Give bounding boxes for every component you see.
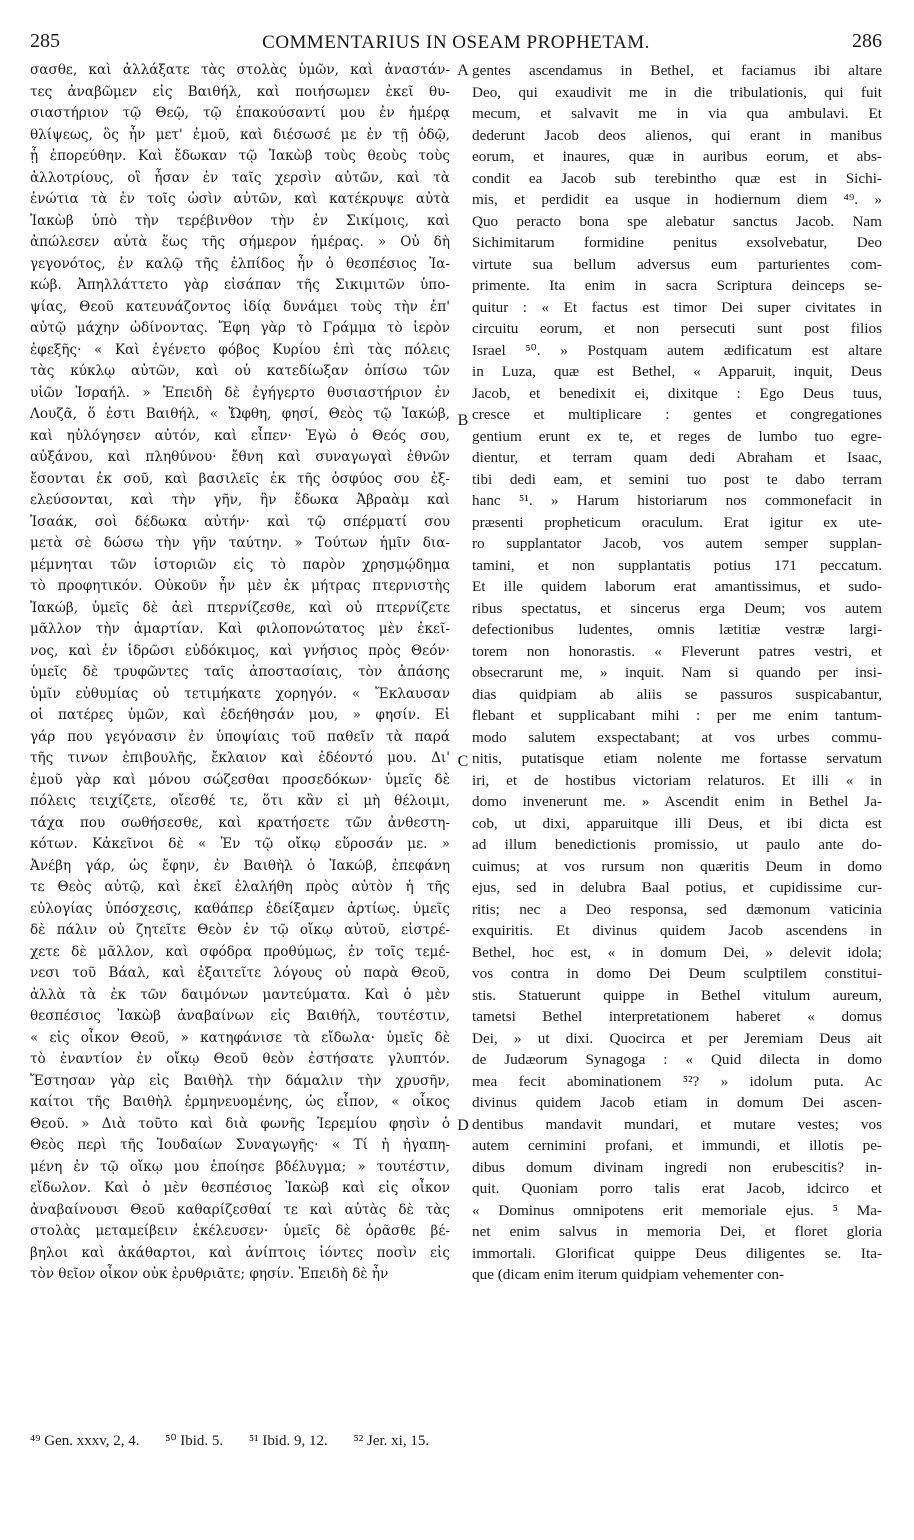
latin-text-line: cob, ut dixi, apparuitque illi Deus, et ibi dicta est [472, 814, 882, 832]
latin-text-line: gentium erunt ex te, et reges de lumbo tuo egre- [472, 427, 882, 445]
latin-text-line: dederunt Jacob deos alienos, qui erant in manibus [472, 126, 882, 144]
greek-text-line: ἀναβαίνουσι Θεοῦ καθαρίζεσθαί τε καὶ αὐτὰς δὲ τὰς [30, 1201, 450, 1218]
latin-text-line: tametsi Bethel interpretationem haberet « domus [472, 1008, 882, 1025]
latin-text-line: quitur : « Et factus est timor Dei super civitates in [472, 298, 882, 316]
latin-text-line: eorum, et inaures, quæ in auribus eorum, et abs- [472, 148, 882, 165]
latin-text-line: Bethel, hoc est, « in domum Dei, » delevit idola; [472, 943, 882, 961]
greek-text-line: καίτοι τῆς Βαιθὴλ ἑρμηνευομένης, ὡς εἶπον, « οἶκος [30, 1094, 450, 1110]
latin-text-line: modo salutem exspectabant; at vos urbes commu- [472, 728, 882, 746]
greek-text-line: νος, καὶ ἐν ἱδρῶσι εὐδόκιμος, καὶ γνήσιος πρὸς Θεόν· [30, 642, 450, 659]
greek-text-line: τὸ προφητικόν. Οὐκοῦν ἦν μὲν ἐκ μήτρας πτερνιστὴς [30, 578, 450, 594]
latin-text-line: de Judæorum Synagoga : « Quid dilecta in domo [472, 1051, 882, 1068]
latin-text-line: ribus spectatus, et sincerus erga Deum; vos autem [472, 599, 882, 617]
latin-text-line: dentibus mandavit mundari, et mutare vestes; vos [472, 1115, 882, 1133]
greek-text-line: μένη ἐν τῷ οἴκῳ μου ἐποίησε βδέλυγμα; » τουτέστιν, [30, 1158, 450, 1175]
latin-text-line: cresce et multiplicare : gentes et congregationes [472, 406, 882, 423]
greek-text-line: κότων. Κἀκεῖνοι δὲ « Ἐν τῷ οἴκῳ εὕροσάν με. » [30, 836, 450, 852]
greek-text-line: τὸ ἐναντίον ἐν οἴκῳ Θεοῦ θεὸν ἐστήσατε γλυπτόν. [30, 1051, 450, 1067]
greek-text-line: νεσι τοῦ Βάαλ, καὶ ἐξαιτεῖτε λόγους οὐ παρὰ Θεοῦ, [30, 965, 450, 981]
greek-text-line: « εἰς οἶκον Θεοῦ, » κατηφάνισε τὰ εἴδωλα· ὑμεῖς δὲ [30, 1029, 450, 1046]
greek-text-line: Θεοῦ. » Διὰ τοῦτο καὶ διὰ φωνῆς Ἱερεμίου φησὶν ὁ [30, 1115, 450, 1132]
latin-text-line: Dei, » ut dixi. Quocirca et per Jeremiam Deus ait [472, 1029, 882, 1047]
greek-text-line: στολὰς μεταμείβειν ἐκέλευσεν· ὑμεῖς δὲ ὁρᾶσθε βέ- [30, 1223, 450, 1239]
margin-mark-b: B [457, 412, 469, 429]
latin-text-line: circuitu eorum, et non persecuti sunt post filios [472, 320, 882, 337]
latin-text-line: in Luza, quæ est Bethel, « Apparuit, inquit, Deus [472, 363, 882, 380]
latin-text-line: primente. Ita enim in sacra Scriptura deinceps se- [472, 277, 882, 294]
latin-text-line: mis, et perdidit ea usque in hodiernum diem ⁴⁹. » [472, 191, 882, 208]
latin-text-line: Jacob, et benedixit ei, dixitque : Ego Deus tuus, [472, 384, 882, 402]
greek-text-line: γεγονότος, ἐν καλῷ τῆς ἐλπίδος ἦν ὁ θεσπέσιος Ἰα- [30, 255, 450, 272]
margin-mark-c: C [457, 753, 469, 770]
greek-text-line: τὰς κύκλῳ αὐτῶν, καὶ οὐ κατεδίωξαν ὀπίσω τῶν [30, 363, 450, 379]
greek-text-line: Ἰακὼβ ὑπὸ τὴν τερέβινθον τὴν ἐν Σικίμοις, καὶ [30, 212, 450, 229]
latin-text-line: dias quidpiam ab aliis se passuros suspicabantur, [472, 685, 882, 703]
running-header [30, 30, 882, 58]
latin-text-line: Quo peracto bona spe alebatur sanctus Jacob. Nam [472, 212, 882, 230]
greek-text-line: ψίας, Θεοῦ κατευνάζοντος ἰδίᾳ δυνάμει τοὺς τὴν ἐπ' [30, 298, 450, 315]
greek-text-line: εὐλογίας ὑπόσχεσις, καθάπερ ἐδείξαμεν ἀρτίως. ὑμεῖς [30, 900, 450, 917]
greek-text-line: μετὰ σὲ δώσω τὴν γῆν ταύτην. » Τούτων ἡμῖν δια- [30, 535, 450, 551]
latin-text-line: autem cernimini profani, et immundi, et illotis pe- [472, 1137, 882, 1154]
latin-text-line: cuimus; at vos rursum non quæritis Deum in domo [472, 857, 882, 875]
greek-text-line: τάχα που σωθήσεσθε, καὶ κρατήσετε τῶν ἀνθεστη- [30, 814, 450, 831]
latin-text-line: mecum, et salvavit me in via qua ambulavi. Et [472, 105, 882, 122]
latin-text-line: dientur, et terram quam dedi Abraham et Isaac, [472, 449, 882, 466]
latin-text-line: ritis; nec a Deo responsa, sed dæmonum vaticinia [472, 900, 882, 918]
latin-text-line: net enim salvus in memoria Dei, et floret gloria [472, 1223, 882, 1240]
latin-text-line: que (dicam enim iterum quidpiam vehementer con- [472, 1266, 785, 1283]
greek-text-line: σιαστήριον τῷ Θεῷ, τῷ ἐπακούσαντί μου ἐν ἡμέρᾳ [30, 105, 450, 121]
greek-text-line: ἀλλοτρίους, οἳ ἦσαν ἐν ταῖς χερσὶν αὐτῶν, καὶ τὰ [30, 169, 450, 186]
latin-text-line: Israel ⁵⁰. » Postquam autem ædificatum est altare [472, 341, 882, 359]
greek-text-line: οἱ πατέρες ὑμῶν, καὶ ἐδεήθησάν μου, » φησίν. Εἰ [30, 707, 450, 723]
latin-text-line: tibi dedi eam, et semini tuo post te dabo terram [472, 470, 882, 488]
latin-text-line: tamini, et non supplantatis potius 171 peccatum. [472, 556, 882, 574]
greek-text-line: ᾗ ἐπορεύθην. Καὶ ἔδωκαν τῷ Ἰακὼβ τοὺς θεοὺς τοὺς [30, 148, 450, 164]
footnote-50: ⁵⁰ Ibid. 5. [165, 1433, 224, 1449]
greek-text-line: δὲ πάλιν οὐ ζητεῖτε Θεὸν ἐν τῷ οἴκῳ αὐτοῦ, εἰστρέ- [30, 922, 450, 938]
greek-text-line: χετε δὲ μᾶλλον, καὶ σφόδρα προθύμως, ἐν τοῖς τεμέ- [30, 943, 450, 960]
page-number-left: 285 [30, 30, 60, 52]
latin-text-line: vos contra in domo Dei Deum sculptilem constitui- [472, 965, 882, 982]
greek-text-line: ἀλλὰ τὰ ἐκ τῶν δαιμόνων μαντεύματα. Καὶ ὁ μὲν [30, 986, 450, 1003]
greek-text-line: τὸν θεῖον οἶκον οὐκ ἐρυθριᾶτε; φησίν. Ἐπειδὴ δὲ ἦν [30, 1266, 389, 1282]
latin-column [472, 60, 882, 1286]
greek-text-line: ἔσονται ἐκ σοῦ, καὶ βασιλεῖς ἐκ τῆς ὀσφύος σου ἐξ- [30, 470, 450, 487]
latin-text-line: condit ea Jacob sub terebintho quæ est in Sichi- [472, 169, 882, 187]
greek-text-line: Ἰσαάκ, σοὶ δέδωκα αὐτήν· καὶ τῷ σπέρματί σου [30, 513, 450, 530]
latin-text-line: quit. Quoniam porro talis erat Jacob, idcirco et [472, 1180, 882, 1197]
greek-text-line: υἱῶν Ἰσραήλ. » Ἐπειδὴ δὲ ἐγήγερτο θυσιαστήριον ἐν [30, 384, 450, 401]
latin-text-line: mea fecit abominationem ⁵²? » idolum puta. Ac [472, 1072, 882, 1090]
latin-text-line: ejus, sed in delubra Baal potius, et cupidissime cur- [472, 879, 882, 896]
latin-text-line: ro supplantator Jacob, vos autem semper supplan- [472, 535, 882, 552]
greek-text-line: τες ἀναβῶμεν εἰς Βαιθήλ, καὶ ποιήσωμεν ἐκεῖ θυ- [30, 83, 450, 100]
latin-text-line: domo invenerunt me. » Ascendit enim in Bethel Ja- [472, 793, 882, 810]
greek-text-line: Ἰακώβ, ὑμεῖς δὲ ἀεὶ πτερνίζεσθε, καὶ οὐ πτερνίζετε [30, 599, 450, 616]
footnote-51: ⁵¹ Ibid. 9, 12. [248, 1433, 328, 1449]
running-title: COMMENTARIUS IN OSEAM PROPHETAM. [262, 32, 650, 53]
greek-text-line: ἀπώλεσεν αὐτὰ ἕως τῆς σήμερον ἡμέρας. » Οὐ δὴ [30, 234, 450, 250]
latin-text-line: ad illum benedictionis promissio, ut paulo ante do- [472, 836, 882, 853]
latin-text-line: gentes ascendamus in Bethel, et faciamus ibi altare [472, 62, 882, 79]
footnote-49: ⁴⁹ Gen. xxxv, 2, 4. [30, 1433, 140, 1449]
latin-text-line: divinus quidem Jacob etiam in domum Dei ascen- [472, 1094, 882, 1111]
greek-text-line: ελεύσονται, καὶ τὴν γῆν, ἣν ἔδωκα Ἀβραὰμ καὶ [30, 492, 450, 508]
latin-text-line: nitis, putatisque etiam nolente me fortasse servatum [472, 750, 882, 767]
greek-text-line: Θεὸς περὶ τῆς Ἰουδαίων Συναγωγῆς· « Τί ἡ ἠγαπη- [30, 1137, 450, 1153]
latin-text-line: obsecrarunt me, » inquit. Nam si quando per insi- [472, 664, 882, 681]
greek-text-line: μέμνηται τῶν ἱστοριῶν εἰς τὸ παρὸν χρησμῴδημα [30, 556, 450, 573]
greek-text-line: Ἔστησαν γὰρ εἰς Βαιθὴλ τὴν δάμαλιν τὴν χρυσῆν, [30, 1072, 450, 1089]
greek-column [30, 60, 450, 1286]
greek-text-line: σασθε, καὶ ἀλλάξατε τὰς στολὰς ὑμῶν, καὶ ἀναστάν- [30, 62, 450, 78]
latin-text-line: præsenti propheticum oraculum. Erat igitur ex ute- [472, 513, 882, 531]
latin-text-line: exquiritis. Et divinus quidem Jacob ascendens in [472, 922, 882, 939]
latin-text-line: defectionibus ludentes, omnis lætitiæ vestræ largi- [472, 621, 882, 638]
greek-text-line: εἴδωλον. Καὶ ὁ μὲν θεσπέσιος Ἰακὼβ καὶ εἰς οἶκον [30, 1180, 450, 1196]
latin-text-line: stis. Statuerunt quippe in Bethel vitulum aureum, [472, 986, 882, 1004]
latin-text-line: dibus domum divinam ingredi non erubescitis? in- [472, 1158, 882, 1176]
greek-text-line: Ἀνέβη γάρ, ὡς ἔφην, ἐν Βαιθὴλ ὁ Ἰακώβ, ἐπεφάνη [30, 857, 450, 874]
latin-text-line: « Dominus omnipotens erit memoriale ejus. ⁵ Ma- [472, 1201, 882, 1219]
greek-text-line: ὑμῖν εὐθυμίας οὐ τετιμήκατε χορηγόν. « Ἔκλαυσαν [30, 685, 450, 702]
latin-text-line: Et ille quidem laborum erat amantissimus, et sudo- [472, 578, 882, 595]
greek-text-line: καὶ ηὐλόγησεν αὐτόν, καὶ εἶπεν· Ἐγὼ ὁ Θεός σου, [30, 427, 450, 444]
greek-text-line: θεσπέσιος Ἰακὼβ ἀναβαίνων εἰς Βαιθήλ, τουτέστιν, [30, 1008, 450, 1024]
latin-text-line: iri, et de hostibus victoriam relaturos. Et illi « in [472, 771, 882, 789]
latin-text-line: Deo, qui exaudivit me in die tribulationis, qui fuit [472, 83, 882, 101]
greek-text-line: ἐνώτια τὰ ἐν τοῖς ὠσὶν αὐτῶν, καὶ κατέκρυψε αὐτὰ [30, 191, 450, 207]
greek-text-line: θλίψεως, ὃς ἦν μετ' ἐμοῦ, καὶ διέσωσέ με ἐν τῇ ὁδῷ, [30, 126, 450, 143]
latin-text-line: Sichimitarum formidine penitus exsolvebatur, Deo [472, 234, 882, 251]
margin-mark-d: D [457, 1117, 469, 1134]
greek-text-line: ἐφεξῆς· « Καὶ ἐγένετο φόβος Κυρίου ἐπὶ τὰς πόλεις [30, 341, 450, 358]
latin-text-line: immortali. Glorificat quippe Deus diligentes se. Ita- [472, 1244, 882, 1262]
greek-text-line: βηλοι καὶ ἀκάθαρτοι, καὶ ἀνίπτοις ἰόντες ποσὶν εἰς [30, 1244, 450, 1261]
greek-text-line: κώβ. Ἀπηλλάττετο γὰρ εἰσάπαν τῆς Σικιμιτῶν ὑπο- [30, 277, 450, 293]
latin-text-line: torem non honorastis. « Fleverunt patres vestri, et [472, 642, 882, 660]
greek-text-line: Λουζᾶ, ὅ ἐστι Βαιθήλ, « Ὤφθη, φησί, Θεὸς τῷ Ἰακώβ, [30, 406, 450, 422]
greek-text-line: ἐμοῦ γὰρ καὶ μόνου σώζεσθαι προσεδόκων· ὑμεῖς δὲ [30, 771, 450, 788]
greek-text-line: τε Θεὸς αὐτῷ, καὶ ἐκεῖ ἐλαλήθη πρὸς αὐτὸν ἡ τῆς [30, 879, 450, 895]
greek-text-line: τῆς τινων ἐπιβουλῆς, ἔκλαιον καὶ ἐδέοντό μου. Δι' [30, 750, 450, 766]
greek-text-line: πόλεις τειχίζετε, οἴεσθέ τε, ὅτι κἂν εἰ μὴ θέλοιμι, [30, 793, 450, 809]
latin-text-line: hanc ⁵¹. » Harum historiarum nos commonefacit in [472, 492, 882, 509]
footnotes [30, 1431, 882, 1450]
greek-text-line: ὑμεῖς δὲ τρυφῶντες ταῖς ἀποστασίαις, τὸν ἁπάσης [30, 664, 450, 680]
greek-text-line: μᾶλλον τὴν ἁμαρτίαν. Καὶ φιλοπονώτατος μὲν ἐκεῖ- [30, 621, 450, 637]
page-number-right: 286 [852, 30, 882, 52]
latin-text-line: virtute sua bellum adversus eum parturientes com- [472, 255, 882, 273]
latin-text-line: flebant et supplicabant mihi : per me enim tantum- [472, 707, 882, 724]
greek-text-line: αὐξάνου, καὶ πληθύνου· ἔθνη καὶ συναγωγαὶ ἐθνῶν [30, 449, 450, 465]
greek-text-line: αὐτῷ μάχην ὠδίνοντας. Ἔφη γὰρ τὸ Γράμμα τὸ ἱερὸν [30, 320, 450, 336]
footnote-52: ⁵² Jer. xi, 15. [353, 1433, 430, 1449]
margin-mark-a: A [457, 62, 469, 79]
greek-text-line: γάρ που γεγόνασιν ἐν ὑποψίαις τοῦ παθεῖν τὰ παρά [30, 728, 450, 745]
